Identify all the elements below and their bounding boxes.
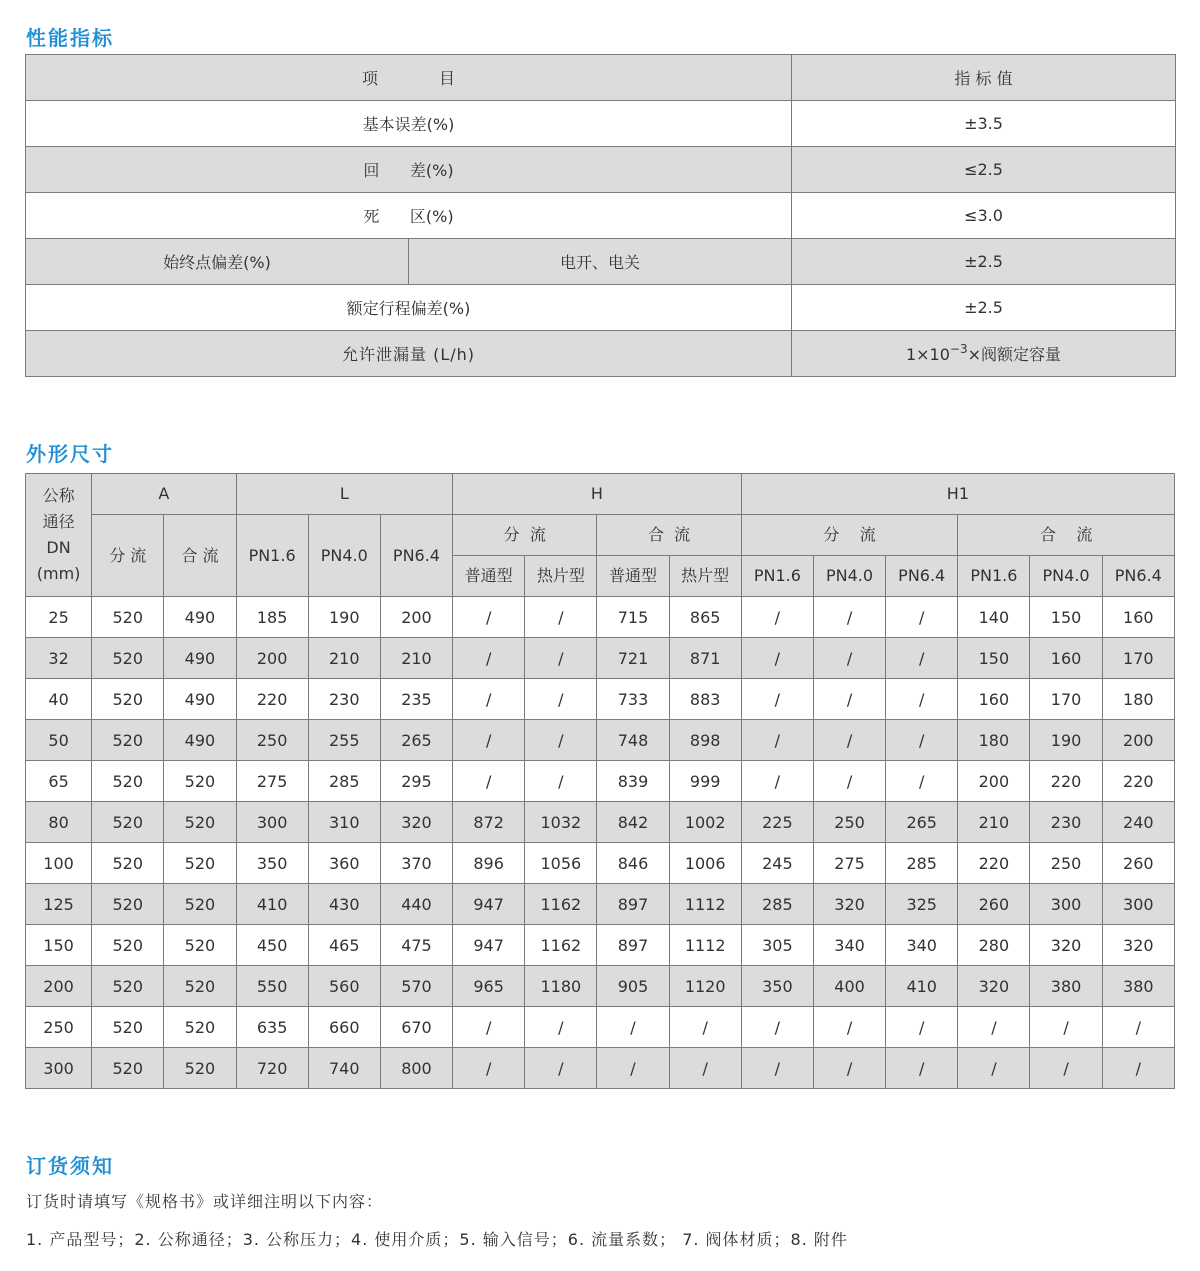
table-cell: 465 (308, 925, 380, 966)
table-row (26, 720, 1175, 761)
header-row-2 (26, 515, 1175, 556)
table-cell: 520 (164, 925, 236, 966)
table-cell: 285 (886, 843, 958, 884)
dn-header-line: (mm) (36, 564, 81, 583)
table-cell: / (525, 1007, 597, 1048)
table-cell: / (453, 720, 525, 761)
table-cell: 430 (308, 884, 380, 925)
table-cell: 1006 (669, 843, 741, 884)
table-cell: 320 (958, 966, 1030, 1007)
table-cell: 230 (1030, 802, 1102, 843)
table-cell: 300 (1030, 884, 1102, 925)
table-cell: / (597, 1048, 669, 1089)
stroke-label: 额定行程偏差(%) (26, 285, 792, 331)
table-cell: 320 (813, 884, 885, 925)
h1-split-pn40-header: PN4.0 (813, 556, 885, 597)
h-split-normal-header: 普通型 (453, 556, 525, 597)
table-row (26, 285, 1176, 331)
table-cell: 898 (669, 720, 741, 761)
h1-split-header: 分 流 (741, 515, 958, 556)
dead-zone-label: 死 区(%) (26, 193, 792, 239)
table-cell: 520 (92, 761, 164, 802)
table-cell: / (525, 761, 597, 802)
a-merge-header: 合 流 (164, 515, 236, 597)
table-cell: / (958, 1007, 1030, 1048)
table-cell: 245 (741, 843, 813, 884)
dn-cell: 250 (26, 1007, 92, 1048)
dn-header-line: 通径 (42, 512, 75, 531)
l-pn40-header: PN4.0 (308, 515, 380, 597)
ordering-intro: 订货时请填写《规格书》或详细注明以下内容： (26, 1192, 384, 1211)
h1-merge-header: 合 流 (958, 515, 1175, 556)
table-row (26, 802, 1175, 843)
table-cell: / (813, 597, 885, 638)
table-cell: 947 (453, 884, 525, 925)
endpoint-value: ±2.5 (792, 239, 1176, 285)
table-cell: / (741, 597, 813, 638)
table-row (26, 638, 1175, 679)
table-cell: 380 (1102, 966, 1174, 1007)
table-cell: 520 (164, 1007, 236, 1048)
table-cell: / (741, 679, 813, 720)
h-merge-finned-header: 热片型 (669, 556, 741, 597)
table-cell: 965 (453, 966, 525, 1007)
table-cell: 190 (1030, 720, 1102, 761)
dn-cell: 100 (26, 843, 92, 884)
table-cell: 520 (92, 1048, 164, 1089)
h1-merge-pn40-header: PN4.0 (1030, 556, 1102, 597)
table-cell: / (886, 720, 958, 761)
table-cell: 150 (958, 638, 1030, 679)
table-cell: 220 (958, 843, 1030, 884)
performance-table (25, 54, 1176, 377)
table-cell: 520 (92, 843, 164, 884)
table-cell: 520 (92, 966, 164, 1007)
table-cell: 250 (813, 802, 885, 843)
h1-merge-pn64-header: PN6.4 (1102, 556, 1174, 597)
table-cell: 320 (1030, 925, 1102, 966)
table-cell: 490 (164, 597, 236, 638)
endpoint-sub: 电开、电关 (409, 239, 792, 285)
table-cell: / (886, 761, 958, 802)
table-row (26, 1007, 1175, 1048)
table-cell: / (958, 1048, 1030, 1089)
table-cell: / (813, 761, 885, 802)
dn-cell: 150 (26, 925, 92, 966)
table-cell: 1162 (525, 884, 597, 925)
table-cell: / (886, 597, 958, 638)
table-row (26, 101, 1176, 147)
table-cell: / (669, 1048, 741, 1089)
table-row (26, 925, 1175, 966)
table-cell: 670 (380, 1007, 452, 1048)
table-cell: 520 (92, 720, 164, 761)
performance-heading: 性能指标 (26, 26, 114, 50)
h-split-finned-header: 热片型 (525, 556, 597, 597)
dimensions-heading: 外形尺寸 (26, 442, 114, 466)
table-cell: 560 (308, 966, 380, 1007)
table-cell: / (1030, 1007, 1102, 1048)
table-cell: 1002 (669, 802, 741, 843)
table-cell: 660 (308, 1007, 380, 1048)
ordering-heading: 订货须知 (26, 1154, 114, 1178)
header-row-1 (26, 474, 1175, 515)
table-cell: 275 (813, 843, 885, 884)
table-cell: 865 (669, 597, 741, 638)
h-merge-header: 合 流 (597, 515, 741, 556)
l-pn64-header: PN6.4 (380, 515, 452, 597)
table-row (26, 679, 1175, 720)
dn-cell: 65 (26, 761, 92, 802)
table-cell: 170 (1102, 638, 1174, 679)
table-cell: / (525, 638, 597, 679)
table-cell: 380 (1030, 966, 1102, 1007)
table-cell: 490 (164, 679, 236, 720)
table-cell: / (813, 1048, 885, 1089)
table-cell: 285 (308, 761, 380, 802)
h-split-header: 分 流 (453, 515, 597, 556)
dn-cell: 50 (26, 720, 92, 761)
table-cell: 490 (164, 720, 236, 761)
table-cell: / (525, 1048, 597, 1089)
table-cell: / (525, 597, 597, 638)
table-cell: 720 (236, 1048, 308, 1089)
table-cell: 1162 (525, 925, 597, 966)
h-header: H (453, 474, 742, 515)
h1-split-pn16-header: PN1.6 (741, 556, 813, 597)
l-header: L (236, 474, 453, 515)
table-row (26, 1048, 1175, 1089)
table-row (26, 147, 1176, 193)
table-cell: 265 (380, 720, 452, 761)
table-cell: / (741, 720, 813, 761)
table-cell: 883 (669, 679, 741, 720)
table-cell: 999 (669, 761, 741, 802)
dn-cell: 25 (26, 597, 92, 638)
table-cell: 520 (164, 1048, 236, 1089)
table-cell: / (813, 638, 885, 679)
table-cell: 748 (597, 720, 669, 761)
table-cell: 440 (380, 884, 452, 925)
table-cell: / (597, 1007, 669, 1048)
h1-header: H1 (741, 474, 1174, 515)
table-cell: 897 (597, 925, 669, 966)
a-split-header: 分 流 (92, 515, 164, 597)
table-row (26, 331, 1176, 377)
table-cell: / (453, 679, 525, 720)
table-row (26, 597, 1175, 638)
table-cell: 250 (1030, 843, 1102, 884)
table-cell: / (453, 1048, 525, 1089)
table-cell: 230 (308, 679, 380, 720)
table-cell: 410 (236, 884, 308, 925)
table-cell: 520 (92, 597, 164, 638)
table-cell: 570 (380, 966, 452, 1007)
table-cell: / (741, 638, 813, 679)
dn-header-line: 公称 (42, 486, 75, 505)
table-cell: 520 (164, 843, 236, 884)
value-header: 指 标 值 (792, 55, 1176, 101)
table-cell: 325 (886, 884, 958, 925)
table-cell: 160 (958, 679, 1030, 720)
leakage-value-suffix: ×阀额定容量 (967, 345, 1062, 364)
table-cell: 1180 (525, 966, 597, 1007)
table-cell: 140 (958, 597, 1030, 638)
table-cell: / (886, 1007, 958, 1048)
table-cell: 475 (380, 925, 452, 966)
h1-merge-pn16-header: PN1.6 (958, 556, 1030, 597)
table-cell: 520 (164, 966, 236, 1007)
table-cell: 1032 (525, 802, 597, 843)
table-cell: 839 (597, 761, 669, 802)
table-cell: 846 (597, 843, 669, 884)
table-cell: 210 (308, 638, 380, 679)
table-cell: / (741, 1048, 813, 1089)
basic-error-value: ±3.5 (792, 101, 1176, 147)
leakage-value (792, 331, 1176, 377)
table-cell: 295 (380, 761, 452, 802)
table-cell: 721 (597, 638, 669, 679)
table-cell: 340 (813, 925, 885, 966)
h-merge-normal-header: 普通型 (597, 556, 669, 597)
table-cell: 180 (1102, 679, 1174, 720)
dn-cell: 40 (26, 679, 92, 720)
table-cell: 1112 (669, 884, 741, 925)
table-cell: 255 (308, 720, 380, 761)
table-cell: 220 (1030, 761, 1102, 802)
table-cell: 450 (236, 925, 308, 966)
table-cell: 715 (597, 597, 669, 638)
basic-error-label: 基本误差(%) (26, 101, 792, 147)
table-cell: 871 (669, 638, 741, 679)
table-cell: / (741, 761, 813, 802)
leakage-value-exponent: −3 (949, 342, 968, 356)
table-cell: 520 (92, 925, 164, 966)
table-cell: 265 (886, 802, 958, 843)
table-cell: / (453, 638, 525, 679)
dn-header (26, 474, 92, 597)
table-row (26, 239, 1176, 285)
endpoint-label: 始终点偏差(%) (26, 239, 409, 285)
table-cell: / (886, 1048, 958, 1089)
table-cell: 200 (380, 597, 452, 638)
leakage-value-prefix: 1×10 (905, 345, 950, 364)
ordering-items: 1. 产品型号；2. 公称通径；3. 公称压力；4. 使用介质；5. 输入信号；6. 流量系数； 7. 阀体材质；8. 附件 (26, 1230, 848, 1249)
table-cell: 320 (380, 802, 452, 843)
table-cell: 180 (958, 720, 1030, 761)
table-cell: 200 (236, 638, 308, 679)
table-cell: 400 (813, 966, 885, 1007)
table-cell: 733 (597, 679, 669, 720)
dn-cell: 125 (26, 884, 92, 925)
table-cell: 200 (1102, 720, 1174, 761)
table-cell: 410 (886, 966, 958, 1007)
table-cell: / (741, 1007, 813, 1048)
a-header: A (92, 474, 236, 515)
table-cell: 210 (380, 638, 452, 679)
dn-cell: 300 (26, 1048, 92, 1089)
table-cell: 896 (453, 843, 525, 884)
table-cell: / (813, 679, 885, 720)
dn-cell: 32 (26, 638, 92, 679)
table-cell: 520 (164, 761, 236, 802)
table-cell: 220 (236, 679, 308, 720)
table-cell: 250 (236, 720, 308, 761)
performance-header-row (26, 55, 1176, 101)
table-cell: 370 (380, 843, 452, 884)
table-cell: / (525, 679, 597, 720)
table-cell: 550 (236, 966, 308, 1007)
table-cell: 260 (958, 884, 1030, 925)
table-cell: 260 (1102, 843, 1174, 884)
table-cell: / (1102, 1048, 1174, 1089)
table-cell: / (1102, 1007, 1174, 1048)
table-row (26, 843, 1175, 884)
table-cell: 300 (236, 802, 308, 843)
table-cell: / (886, 679, 958, 720)
backlash-value: ≤2.5 (792, 147, 1176, 193)
h1-split-pn64-header: PN6.4 (886, 556, 958, 597)
backlash-label: 回 差(%) (26, 147, 792, 193)
table-cell: / (886, 638, 958, 679)
table-cell: 300 (1102, 884, 1174, 925)
dead-zone-value: ≤3.0 (792, 193, 1176, 239)
table-cell: 190 (308, 597, 380, 638)
table-cell: / (453, 761, 525, 802)
table-cell: 520 (92, 679, 164, 720)
table-cell: 210 (958, 802, 1030, 843)
dimensions-table (25, 473, 1175, 1089)
table-cell: 305 (741, 925, 813, 966)
table-cell: 160 (1030, 638, 1102, 679)
table-cell: 200 (958, 761, 1030, 802)
table-cell: 170 (1030, 679, 1102, 720)
table-cell: / (1030, 1048, 1102, 1089)
table-cell: 285 (741, 884, 813, 925)
dn-cell: 200 (26, 966, 92, 1007)
table-cell: / (453, 597, 525, 638)
table-row (26, 193, 1176, 239)
table-cell: 220 (1102, 761, 1174, 802)
table-cell: 520 (92, 638, 164, 679)
table-row (26, 966, 1175, 1007)
table-cell: 280 (958, 925, 1030, 966)
table-cell: 150 (1030, 597, 1102, 638)
table-cell: 310 (308, 802, 380, 843)
table-cell: 350 (236, 843, 308, 884)
dn-cell: 80 (26, 802, 92, 843)
table-cell: / (453, 1007, 525, 1048)
table-cell: 275 (236, 761, 308, 802)
table-cell: 905 (597, 966, 669, 1007)
leakage-label: 允许泄漏量 (L/h) (26, 331, 792, 377)
table-cell: 872 (453, 802, 525, 843)
table-cell: 235 (380, 679, 452, 720)
table-row (26, 761, 1175, 802)
item-header: 项 目 (26, 55, 792, 101)
table-cell: 360 (308, 843, 380, 884)
table-cell: 740 (308, 1048, 380, 1089)
dn-header-line: DN (46, 538, 71, 557)
table-cell: 800 (380, 1048, 452, 1089)
table-cell: 320 (1102, 925, 1174, 966)
table-cell: / (813, 1007, 885, 1048)
table-cell: 240 (1102, 802, 1174, 843)
table-cell: 350 (741, 966, 813, 1007)
table-cell: / (525, 720, 597, 761)
table-cell: 1112 (669, 925, 741, 966)
table-cell: 947 (453, 925, 525, 966)
table-cell: 842 (597, 802, 669, 843)
table-cell: 635 (236, 1007, 308, 1048)
dimensions-body (26, 597, 1175, 1089)
table-cell: 520 (164, 802, 236, 843)
table-cell: 1120 (669, 966, 741, 1007)
table-cell: 520 (164, 884, 236, 925)
table-row (26, 884, 1175, 925)
l-pn16-header: PN1.6 (236, 515, 308, 597)
stroke-value: ±2.5 (792, 285, 1176, 331)
table-cell: 520 (92, 802, 164, 843)
table-cell: 160 (1102, 597, 1174, 638)
table-cell: 340 (886, 925, 958, 966)
table-cell: 520 (92, 1007, 164, 1048)
table-cell: / (813, 720, 885, 761)
table-cell: 225 (741, 802, 813, 843)
table-cell: 185 (236, 597, 308, 638)
table-cell: 897 (597, 884, 669, 925)
table-cell: 490 (164, 638, 236, 679)
table-cell: 520 (92, 884, 164, 925)
table-cell: 1056 (525, 843, 597, 884)
table-cell: / (669, 1007, 741, 1048)
